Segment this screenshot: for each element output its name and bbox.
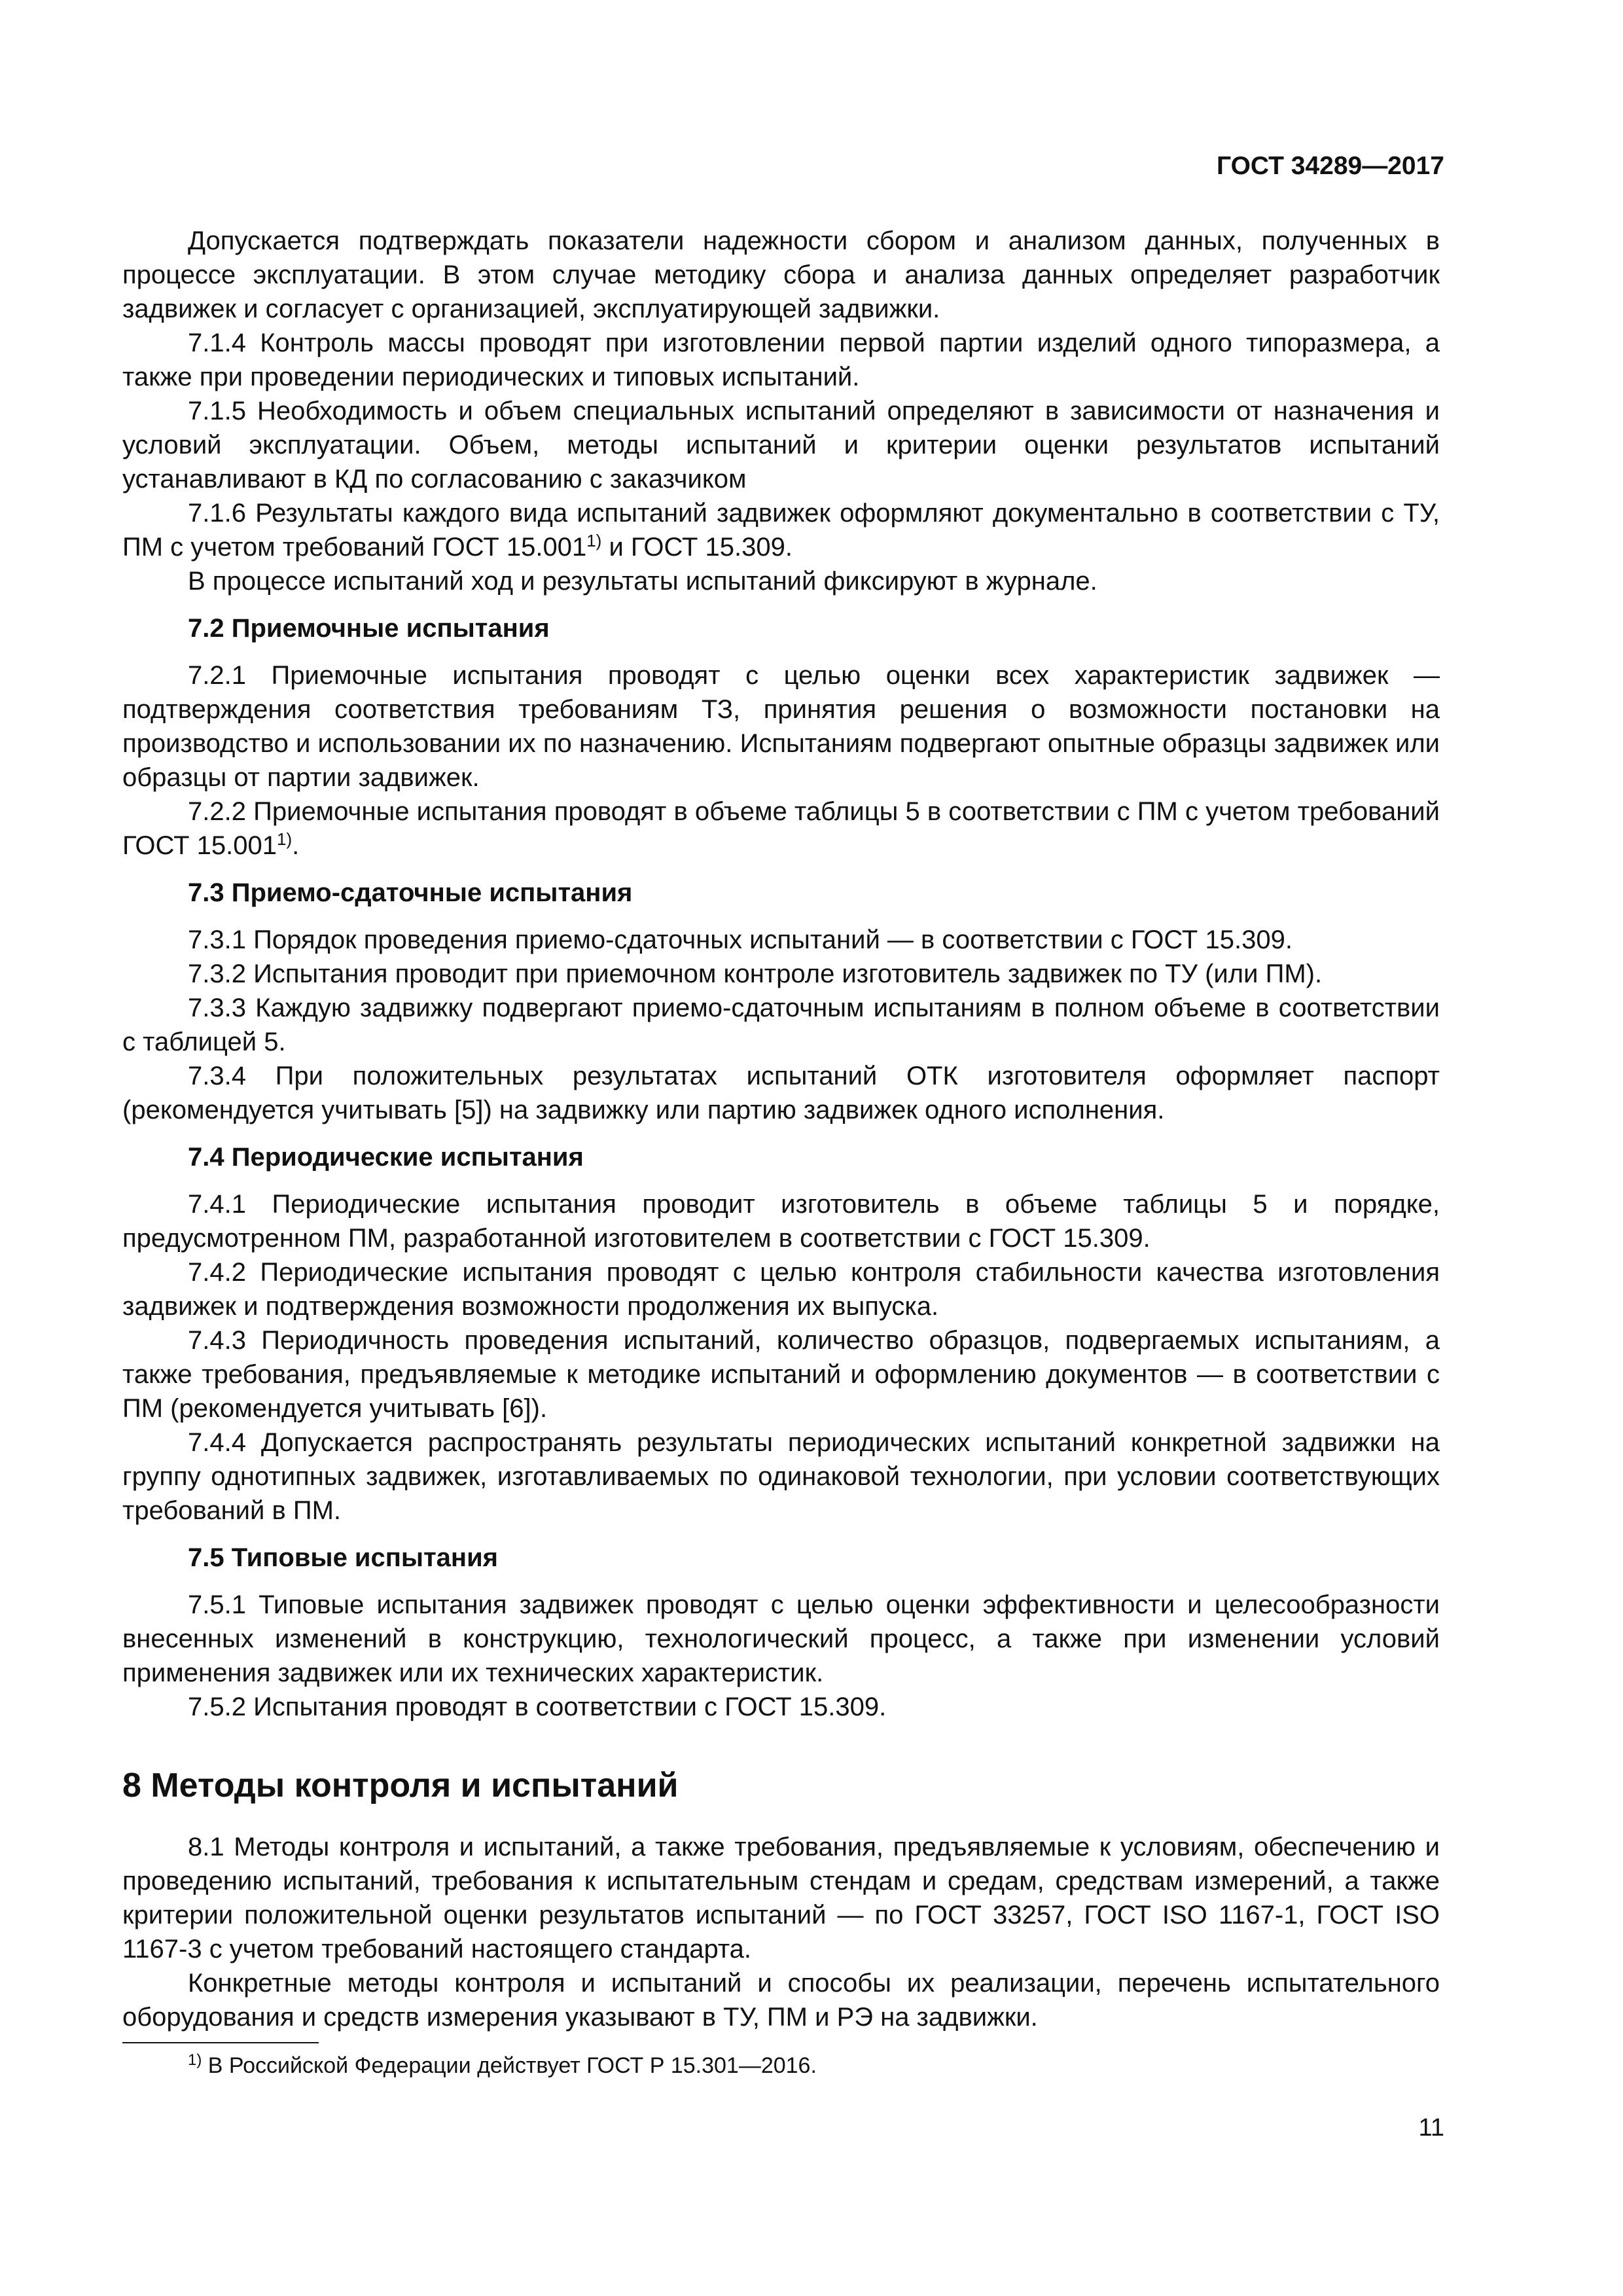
paragraph — [122, 1255, 1440, 1323]
footnote-separator — [122, 2042, 319, 2043]
paragraph — [122, 326, 1440, 394]
footnote-text: В Российской Федерации действует ГОСТ Р 15.301—2016. — [202, 2053, 817, 2078]
paragraph — [122, 795, 1440, 863]
block-text: 7.3.3 Каждую задвижку подвергают приемо-сдаточным испытаниям в полном объеме в соответствии с таблицей 5. — [122, 994, 1440, 1056]
block-text: 7.3.4 При положительных результатах испытаний ОТК изготовителя оформляет паспорт (рекомендуется учитывать [5]) на задвижку или партию задвижек одного исполнения. — [122, 1062, 1440, 1124]
block-text: 7.1.4 Контроль массы проводят при изготовлении первой партии изделий одного типоразмера, а также при проведении периодических и типовых испытаний. — [122, 329, 1440, 391]
block-text: 8.1 Методы контроля и испытаний, а также требования, предъявляемые к условиям, обеспечению и проведению испытаний, требования к испытательным стендам и средам, средствам измерений, а также критерии положительной оценки результатов испытаний — по ГОСТ 33257, ГОСТ ISO 1167-1, ГОСТ ISO 1167-3 с учетом требований настоящего стандарта. — [122, 1833, 1440, 1964]
block-text: 7.5 Типовые испытания — [188, 1543, 499, 1572]
block-text: Конкретные методы контроля и испытаний и способы их реализации, перечень испытательного оборудования и средств измерения указывают в ТУ, ПМ и РЭ на задвижки. — [122, 1969, 1440, 2032]
block-text: 7.2.2 Приемочные испытания проводят в объеме таблицы 5 в соответствии с ПМ с учетом требований ГОСТ 15.001 — [122, 797, 1440, 860]
paragraph — [122, 1690, 1440, 1724]
paragraph — [122, 1059, 1440, 1127]
document-body — [122, 224, 1440, 2034]
footnote — [188, 2053, 817, 2079]
block-text: 7.1.5 Необходимость и объем специальных испытаний определяют в зависимости от назначения и условий эксплуатации. Объем, методы испытаний и критерии оценки результатов испытаний устанавливают в КД по согласованию с заказчиком — [122, 397, 1440, 493]
block-text: 7.4.4 Допускается распространять результаты периодических испытаний конкретной задвижки на группу однотипных задвижек, изготавливаемых по одинаковой технологии, при условии соответствующих требований в ПМ. — [122, 1428, 1440, 1525]
footnote-reference: 1) — [276, 829, 293, 849]
block-text: 7.2.1 Приемочные испытания проводят с целью оценки всех характеристик задвижек — подтверждения соответствия требованиям ТЗ, принятия решения о возможности постановки на производство и использовании их по назначению. Испытаниям подвергают опытные образцы задвижек или образцы от партии задвижек. — [122, 661, 1440, 792]
block-text: 7.3.1 Порядок проведения приемо-сдаточных испытаний — в соответствии с ГОСТ 15.309. — [188, 925, 1293, 954]
paragraph — [122, 394, 1440, 496]
paragraph — [122, 1966, 1440, 2034]
paragraph — [122, 957, 1440, 991]
block-text: 8 Методы контроля и испытаний — [122, 1767, 679, 1804]
block-text: Допускается подтверждать показатели надежности сбором и анализом данных, полученных в процессе эксплуатации. В этом случае методику сбора и анализа данных определяет разработчик задвижек и согласует с организацией, эксплуатирующей задвижки. — [122, 226, 1440, 323]
block-text: 7.4.3 Периодичность проведения испытаний, количество образцов, подвергаемых испытаниям, а также требования, предъявляемые к методике испытаний и оформлению документов — в соответствии с ПМ (рекомендуется учитывать [6]). — [122, 1326, 1440, 1423]
block-text: 7.3.2 Испытания проводит при приемочном контроле изготовитель задвижек по ТУ (или ПМ). — [188, 960, 1323, 988]
paragraph — [122, 991, 1440, 1059]
block-text-tail: и ГОСТ 15.309. — [601, 533, 793, 562]
paragraph — [122, 224, 1440, 326]
document-code-header: ГОСТ 34289—2017 — [1217, 152, 1444, 180]
block-text: 7.5.2 Испытания проводят в соответствии с ГОСТ 15.309. — [188, 1693, 887, 1721]
subsection-heading — [122, 876, 1440, 910]
footnote-reference: 1) — [586, 531, 602, 550]
block-text: 7.1.6 Результаты каждого вида испытаний задвижек оформляют документально в соответствии с ТУ, ПМ с учетом требований ГОСТ 15.001 — [122, 499, 1440, 562]
block-text: 7.4 Периодические испытания — [188, 1143, 584, 1172]
paragraph — [122, 923, 1440, 957]
subsection-heading — [122, 1541, 1440, 1575]
block-text-tail: . — [292, 831, 300, 860]
block-text: 7.5.1 Типовые испытания задвижек проводят с целью оценки эффективности и целесообразности внесенных изменений в конструкцию, технологический процесс, а также при изменении условий применения задвижек или их технических характеристик. — [122, 1590, 1440, 1687]
block-text: 7.2 Приемочные испытания — [188, 614, 550, 643]
block-text: 7.4.2 Периодические испытания проводят с целью контроля стабильности качества изготовления задвижек и подтверждения возможности продолжения их выпуска. — [122, 1258, 1440, 1321]
paragraph — [122, 496, 1440, 564]
subsection-heading — [122, 611, 1440, 645]
footnote-mark: 1) — [188, 2051, 202, 2069]
paragraph — [122, 1588, 1440, 1690]
paragraph — [122, 564, 1440, 598]
block-text: 7.3 Приемо-сдаточные испытания — [188, 878, 633, 907]
paragraph — [122, 1323, 1440, 1426]
page-number: 11 — [1418, 2114, 1444, 2142]
block-text: 7.4.1 Периодические испытания проводит изготовитель в объеме таблицы 5 и порядке, предусмотренном ПМ, разработанной изготовителем в соответствии с ГОСТ 15.309. — [122, 1190, 1440, 1253]
paragraph — [122, 1187, 1440, 1255]
subsection-heading — [122, 1140, 1440, 1174]
section-heading — [122, 1766, 1440, 1805]
paragraph — [122, 1830, 1440, 1966]
block-text: В процессе испытаний ход и результаты испытаний фиксируют в журнале. — [188, 567, 1097, 596]
paragraph — [122, 1426, 1440, 1528]
paragraph — [122, 658, 1440, 795]
